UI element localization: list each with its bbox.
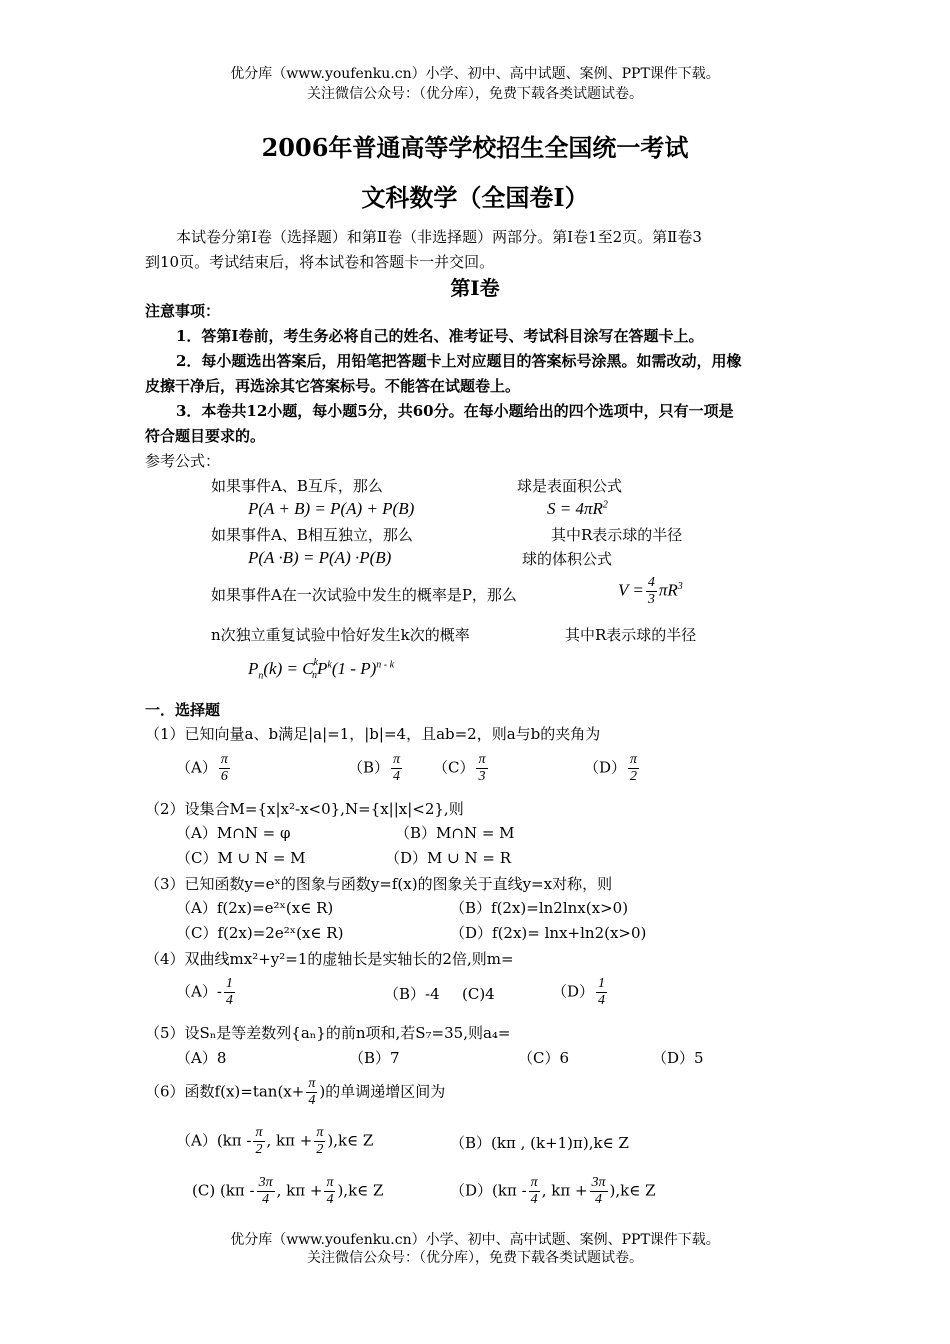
q6-option-b: （B）(kπ , (k+1)π),k∈ Z xyxy=(450,1134,629,1152)
notes-heading: 注意事项： xyxy=(145,302,221,320)
q5-option-b: （B）7 xyxy=(349,1049,400,1067)
q3-stem: （3）已知函数y=eˣ的图象与函数y=f(x)的图象关于直线y=x对称，则 xyxy=(145,875,613,893)
ref-sphere-volume: 球的体积公式 xyxy=(522,550,613,568)
exam-title: 2006年普通高等学校招生全国统一考试 xyxy=(261,133,689,162)
q2-option-a: （A）M∩N = φ xyxy=(176,824,291,842)
formula-binomial: $P_n(k) = C^k_nP^k(1 - P)^{n - k}$ xyxy=(248,657,395,682)
q2-stem: （2）设集合M={x|x²-x<0},N={x||x|<2},则 xyxy=(145,800,464,818)
q1-option-a: （A） $\frac{\pi}{6}$ xyxy=(176,752,228,785)
ref-radius-note-1: 其中R表示球的半径 xyxy=(551,526,683,544)
formula-sphere-volume: V = $\frac{4}{3}$ $\pi R^3$ xyxy=(618,575,683,608)
ref-bernoulli: n次独立重复试验中恰好发生k次的概率 xyxy=(211,626,470,644)
q6-stem: （6）函数f(x)=tan(x+ $\frac{\pi}{4}$ )的单调递增区间为 xyxy=(145,1076,446,1109)
q3-option-a: （A）f(2x)=e²ˣ(x∈ R) xyxy=(176,899,334,917)
ref-radius-note-2: 其中R表示球的半径 xyxy=(565,626,697,644)
q2-option-c: （C）M ∪ N = M xyxy=(176,849,306,867)
q2-option-b: （B）M∩N = M xyxy=(395,824,515,842)
note-2b: 皮擦干净后，再选涂其它答案标号。不能答在试题卷上。 xyxy=(145,377,521,395)
note-3a: 3．本卷共12小题，每小题5分，共60分。在每小题给出的四个选项中，只有一项是 xyxy=(176,402,734,420)
q4-option-d: （D） $\frac{1}{4}$ xyxy=(552,976,606,1009)
q6-option-a: （A）(kπ - $\frac{\pi}{2}$ , kπ + $\frac{\pi}{2}$ ),k∈ Z xyxy=(176,1125,374,1158)
ref-heading: 参考公式： xyxy=(145,452,221,470)
q4-option-a: （A）- $\frac{1}{4}$ xyxy=(176,976,233,1009)
formula-sphere-area: $S = 4\pi R^2$ xyxy=(547,499,608,518)
intro-line-2: 到10页。考试结束后，将本试卷和答题卡一并交回。 xyxy=(145,253,495,271)
q6-option-c: (C) (kπ - $\frac{3\pi}{4}$ , kπ + $\frac{\pi}{4}$ ),k∈ Z xyxy=(192,1175,384,1208)
header-line-1: 优分库（www.youfenku.cn）小学、初中、高中试题、案例、PPT课件下载。 xyxy=(230,66,720,82)
q5-stem: （5）设Sₙ是等差数列{aₙ}的前n项和,若S₇=35,则a₄= xyxy=(145,1024,511,1042)
q1-option-d: （D） $\frac{\pi}{2}$ xyxy=(584,752,638,785)
intro-line-1: 本试卷分第Ⅰ卷（选择题）和第Ⅱ卷（非选择题）两部分。第Ⅰ卷1至2页。第Ⅱ卷3 xyxy=(176,228,702,246)
footer-line-1: 优分库（www.youfenku.cn）小学、初中、高中试题、案例、PPT课件下载。 xyxy=(230,1232,720,1248)
formula-multiplication: P(A ·B) = P(A) ·P(B) xyxy=(248,548,392,567)
q5-option-d: （D）5 xyxy=(652,1049,704,1067)
q5-option-c: （C）6 xyxy=(518,1049,570,1067)
q3-option-b: （B）f(2x)=ln2lnx(x>0) xyxy=(450,899,629,917)
section-title: 第Ⅰ卷 xyxy=(450,276,500,300)
q4-option-c: (C)4 xyxy=(462,985,495,1003)
formula-addition: P(A + B) = P(A) + P(B) xyxy=(248,499,415,518)
ref-independent: 如果事件A、B相互独立，那么 xyxy=(211,526,413,544)
q4-stem: （4）双曲线mx²+y²=1的虚轴长是实轴长的2倍,则m= xyxy=(145,950,514,968)
footer-line-2: 关注微信公众号：（优分库），免费下载各类试题试卷。 xyxy=(307,1250,643,1266)
q5-option-a: （A）8 xyxy=(176,1049,227,1067)
header-line-2: 关注微信公众号：（优分库），免费下载各类试题试卷。 xyxy=(307,86,643,102)
q6-option-d: （D）(kπ - $\frac{\pi}{4}$ , kπ + $\frac{3\pi}{4}$ ),k∈ Z xyxy=(450,1175,656,1208)
note-3b: 符合题目要求的。 xyxy=(145,427,266,445)
q4-option-b: （B）-4 xyxy=(384,985,440,1003)
q1-option-b: （B） $\frac{\pi}{4}$ xyxy=(348,752,401,785)
part-1-heading: 一．选择题 xyxy=(145,701,221,719)
q1-stem: （1）已知向量a、b满足|a|=1，|b|=4，且ab=2，则a与b的夹角为 xyxy=(145,725,601,743)
q3-option-c: （C）f(2x)=2e²ˣ(x∈ R) xyxy=(176,924,344,942)
q3-option-d: （D）f(2x)= lnx+ln2(x>0) xyxy=(450,924,647,942)
q2-option-d: （D）M ∪ N = R xyxy=(385,849,512,867)
ref-sphere-area: 球是表面积公式 xyxy=(517,477,623,495)
ref-mutually-exclusive: 如果事件A、B互斥，那么 xyxy=(211,477,383,495)
ref-probability-p: 如果事件A在一次试验中发生的概率是P，那么 xyxy=(211,586,517,604)
exam-subtitle: 文科数学（全国卷Ⅰ） xyxy=(361,183,589,212)
note-1: 1．答第Ⅰ卷前，考生务必将自己的姓名、准考证号、考试科目涂写在答题卡上。 xyxy=(176,327,704,345)
note-2a: 2．每小题选出答案后，用铅笔把答题卡上对应题目的答案标号涂黑。如需改动，用橡 xyxy=(176,352,742,370)
q1-option-c: （C） $\frac{\pi}{3}$ xyxy=(433,752,486,785)
